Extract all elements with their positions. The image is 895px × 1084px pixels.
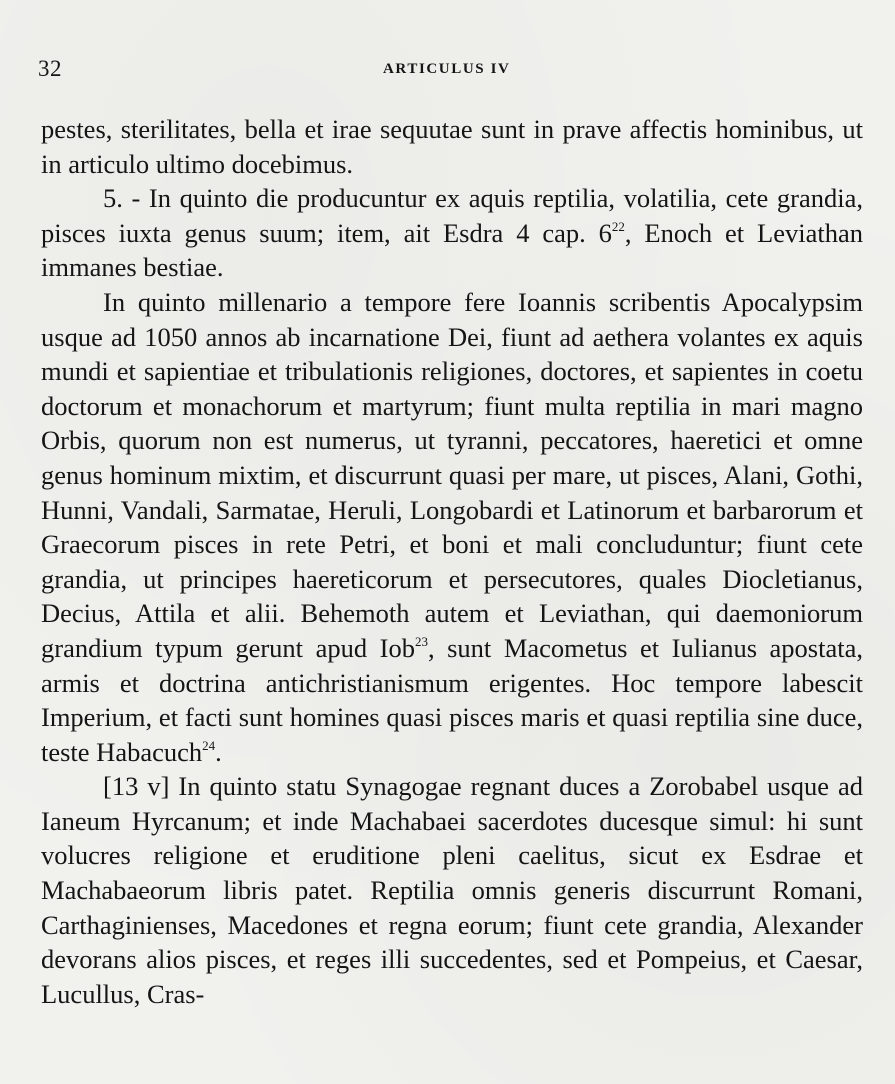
body-text (41, 112, 863, 1011)
paragraph-section-5 (41, 181, 863, 285)
text-span: [13 v] In quinto statu Synagogae regnant duces a Zorobabel usque ad Ianeum Hyrcanum; et inde Machabaei sacerdotes ducesque simul: hi sunt volucres religione et eruditione pleni caelitus, sicut ex Esdrae et Machabaeorum libris patet. Reptilia omnis generis discurrunt Romani, Carthaginienses, Macedones et regna eorum; fiunt cete grandia, Alexander devorans alios pisces, et reges illi succedentes, sed et Pompeius, et Caesar, Lucullus, Cras- (41, 771, 863, 1009)
text-span: In quinto millenario a tempore fere Ioannis scribentis Apocalypsim usque ad 1050 annos ab incarnatione Dei, fiunt ad aethera volantes ex aquis mundi et sapientiae et tribulationis religiones, doctores, et sapientes in coetu doctorum et monachorum et martyrum; fiunt multa reptilia in mari magno Orbis, quorum non est numerus, ut tyranni, peccatores, haeretici et omne genus hominum mixtim, et discurrunt quasi per mare, ut pisces, Alani, Gothi, Hunni, Vandali, Sarmatae, Heruli, Longobardi et Latinorum et barbarorum et Graecorum pisces in rete Petri, et boni et mali concluduntur; fiunt cete grandia, ut principes haereticorum et persecutores, quales Diocletianus, Decius, Attila et alii. Behemoth autem et Leviathan, qui daemoniorum grandium typum gerunt apud Iob (41, 286, 863, 663)
paragraph-fifth-millennium (41, 285, 863, 769)
footnote-ref-24: 24 (202, 737, 216, 753)
text-span: , Enoch et Leviathan immanes bestiae. (41, 217, 863, 283)
text-span: , sunt Macometus et Iulianus apostata, armis et doctrina antichristianismum erigentes. Hoc tempore labescit Imperium, et facti sunt homines quasi pisces maris et quasi reptilia sine duce, teste Habacuch (41, 632, 863, 767)
text-span: pestes, sterilitates, bella et irae sequutae sunt in prave affectis hominibus, ut in articulo ultimo docebimus. (41, 114, 863, 179)
page-number: 32 (38, 56, 62, 81)
footnote-ref-23: 23 (414, 633, 428, 649)
paragraph-continuation (41, 112, 863, 181)
text-span: 5. - In quinto die producuntur ex aquis reptilia, volatilia, cete grandia, pisces iuxta genus suum; item, ait Esdra 4 cap. 6 (41, 183, 863, 248)
footnote-ref-22: 22 (611, 218, 625, 234)
paragraph-synagogue (41, 769, 863, 1011)
text-span: . (215, 736, 222, 767)
running-head (38, 56, 858, 86)
running-title: ARTICULUS IV (383, 61, 511, 77)
